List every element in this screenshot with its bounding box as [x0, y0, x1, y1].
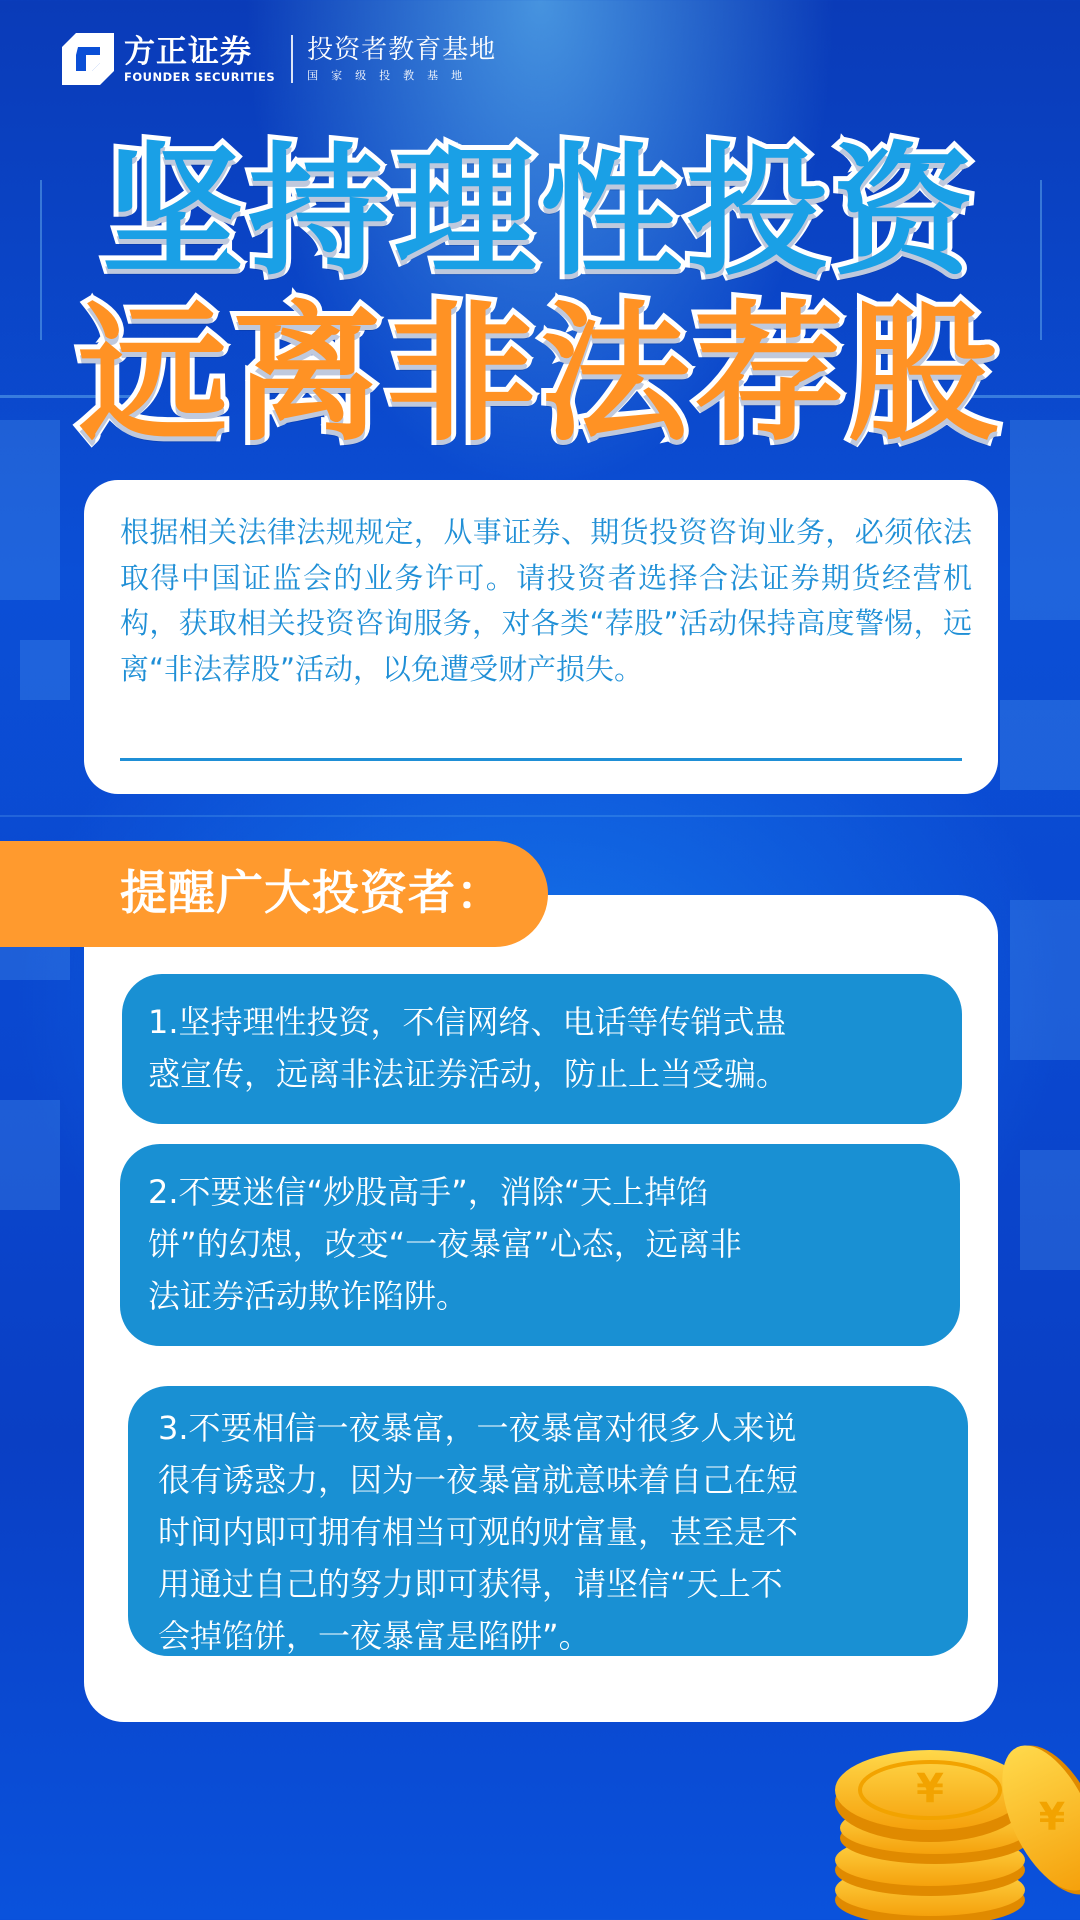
- tip-item-1: [122, 974, 962, 1124]
- intro-divider: [120, 758, 962, 761]
- title-line-1: 坚持理性投资: [102, 130, 978, 295]
- tip-line: 饼”的幻想，改变“一夜暴富”心态，远离非: [148, 1225, 742, 1263]
- header-divider: [291, 35, 293, 83]
- base-name: 投资者教育基地: [307, 35, 497, 65]
- intro-card: [84, 480, 998, 794]
- tip-item-2: [120, 1144, 960, 1346]
- tip-line: 惑宣传，远离非法证券活动，防止上当受骗。: [148, 1055, 789, 1093]
- title-line-2: 远离非法荐股: [77, 288, 1002, 462]
- reminder-label: 提醒广大投资者：: [120, 866, 504, 921]
- tip-line: 很有诱惑力，因为一夜暴富就意味着自己在短: [158, 1461, 799, 1499]
- svg-text:¥: ¥: [1038, 1795, 1066, 1839]
- tip-line: 2.不要迷信“炒股高手”，消除“天上掉馅: [148, 1173, 709, 1211]
- tip-line: 1.坚持理性投资，不信网络、电话等传销式蛊: [148, 1003, 787, 1041]
- tip-line: 时间内即可拥有相当可观的财富量，甚至是不: [158, 1513, 799, 1551]
- base-subtitle: 国家级投教基地: [307, 69, 476, 82]
- founder-logo-icon: [62, 33, 114, 85]
- base-block: [307, 34, 496, 84]
- brand-name-en: FOUNDER SECURITIES: [124, 70, 276, 84]
- tip-line: 会掉馅饼，一夜暴富是陷阱”。: [158, 1617, 591, 1655]
- brand: [124, 34, 275, 84]
- tip-line: 法证券活动欺诈陷阱。: [148, 1277, 469, 1315]
- tip-line: 3.不要相信一夜暴富，一夜暴富对很多人来说: [158, 1409, 797, 1447]
- tip-item-3: [128, 1386, 968, 1656]
- svg-text:¥: ¥: [916, 1766, 944, 1812]
- brand-name-cn: 方正证券: [124, 34, 252, 70]
- intro-text: 根据相关法律法规规定，从事证券、期货投资咨询业务，必须依法取得中国证监会的业务许可。请投资者选择合法证券期货经营机构，获取相关投资咨询服务，对各类“荐股”活动保持高度警惕，远离“非法荐股”活动，以免遭受财产损失。: [120, 515, 972, 686]
- reminder-tab: [0, 841, 548, 947]
- gold-coins-icon: [820, 1710, 1080, 1920]
- tip-line: 用通过自己的努力即可获得，请坚信“天上不: [158, 1565, 783, 1603]
- header: [62, 30, 496, 88]
